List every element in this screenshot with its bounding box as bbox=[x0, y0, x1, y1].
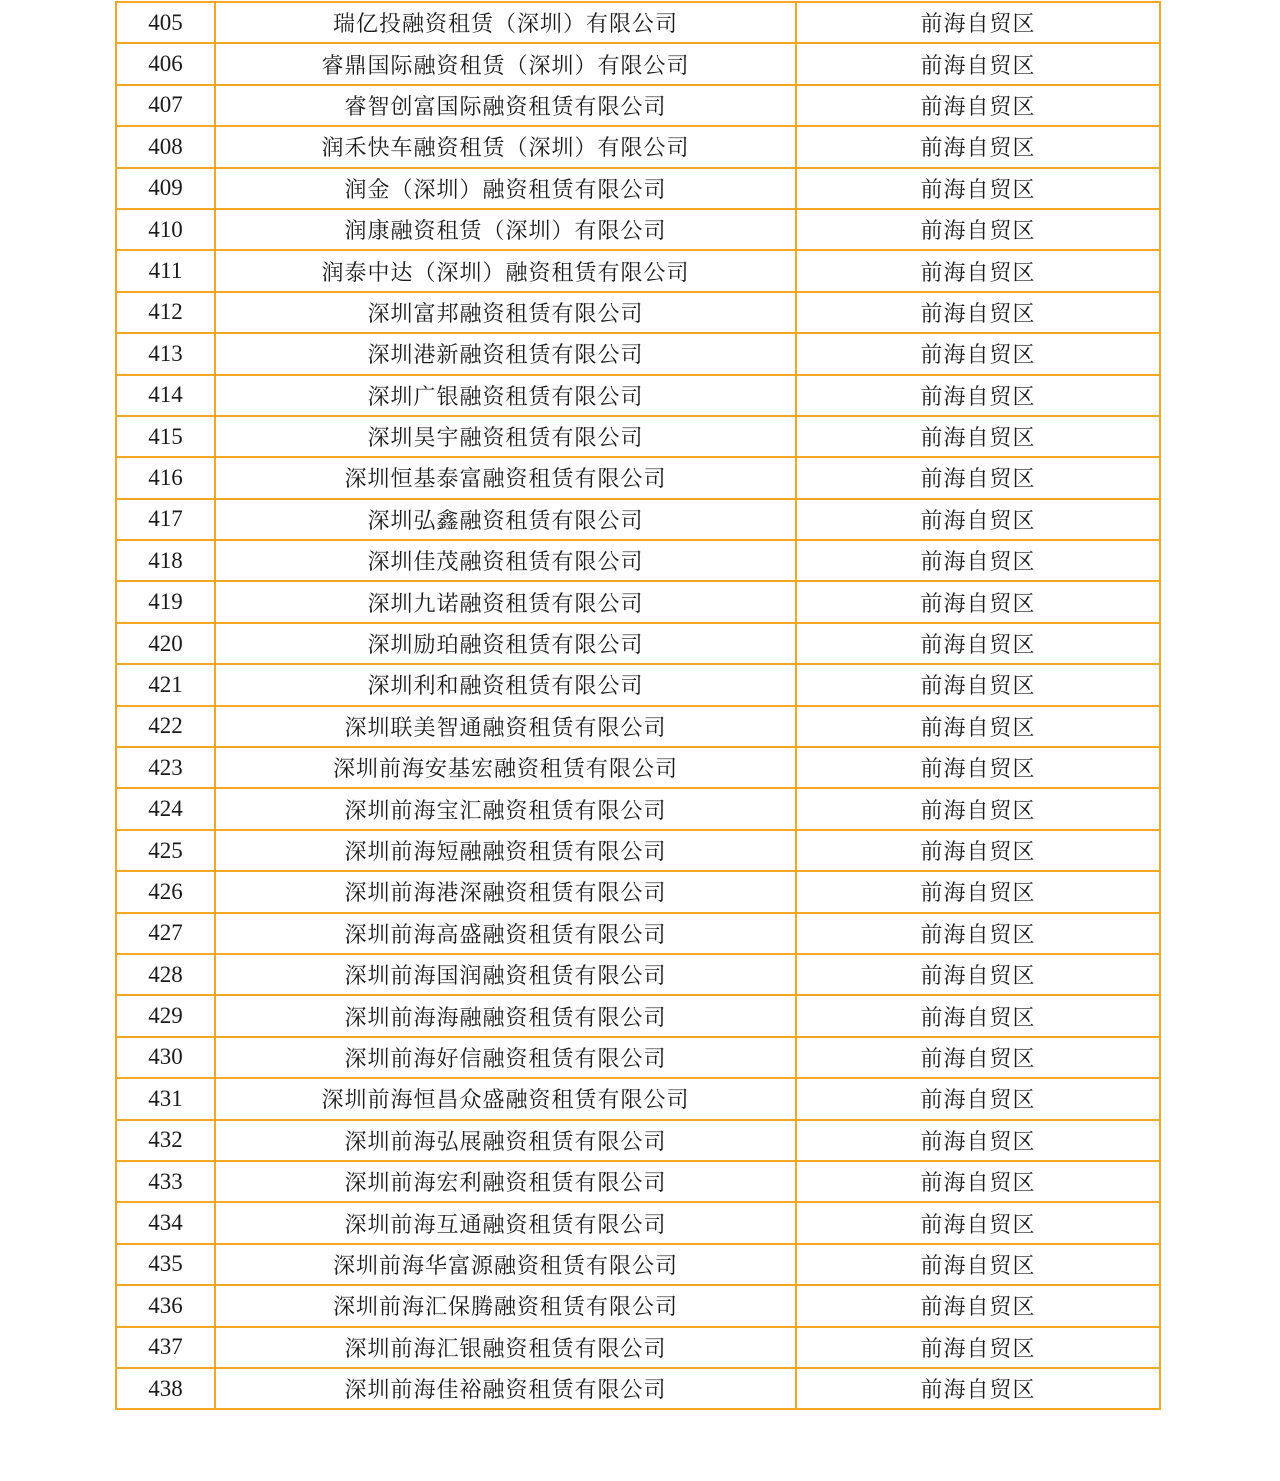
zone-cell: 前海自贸区 bbox=[796, 540, 1160, 581]
company-name-cell: 瑞亿投融资租赁（深圳）有限公司 bbox=[215, 2, 796, 43]
row-number-cell: 437 bbox=[116, 1327, 215, 1368]
row-number-cell: 412 bbox=[116, 292, 215, 333]
zone-cell: 前海自贸区 bbox=[796, 126, 1160, 167]
zone-cell: 前海自贸区 bbox=[796, 871, 1160, 912]
zone-cell: 前海自贸区 bbox=[796, 664, 1160, 705]
table-row bbox=[116, 664, 1160, 705]
table-row bbox=[116, 1285, 1160, 1326]
row-number-cell: 431 bbox=[116, 1078, 215, 1119]
row-number-cell: 419 bbox=[116, 581, 215, 622]
row-number-cell: 414 bbox=[116, 375, 215, 416]
table-row bbox=[116, 250, 1160, 291]
zone-cell: 前海自贸区 bbox=[796, 788, 1160, 829]
company-name-cell: 深圳佳茂融资租赁有限公司 bbox=[215, 540, 796, 581]
table-row bbox=[116, 581, 1160, 622]
row-number-cell: 411 bbox=[116, 250, 215, 291]
table-row bbox=[116, 209, 1160, 250]
row-number-cell: 418 bbox=[116, 540, 215, 581]
zone-cell: 前海自贸区 bbox=[796, 1244, 1160, 1285]
row-number-cell: 426 bbox=[116, 871, 215, 912]
row-number-cell: 410 bbox=[116, 209, 215, 250]
row-number-cell: 423 bbox=[116, 747, 215, 788]
company-name-cell: 深圳前海互通融资租赁有限公司 bbox=[215, 1202, 796, 1243]
row-number-cell: 425 bbox=[116, 830, 215, 871]
table-row bbox=[116, 540, 1160, 581]
row-number-cell: 407 bbox=[116, 85, 215, 126]
company-name-cell: 深圳港新融资租赁有限公司 bbox=[215, 333, 796, 374]
table-row bbox=[116, 1202, 1160, 1243]
zone-cell: 前海自贸区 bbox=[796, 375, 1160, 416]
company-name-cell: 深圳恒基泰富融资租赁有限公司 bbox=[215, 457, 796, 498]
company-name-cell: 深圳联美智通融资租赁有限公司 bbox=[215, 706, 796, 747]
table-row bbox=[116, 292, 1160, 333]
company-name-cell: 深圳励珀融资租赁有限公司 bbox=[215, 623, 796, 664]
table-row bbox=[116, 1037, 1160, 1078]
row-number-cell: 438 bbox=[116, 1368, 215, 1409]
company-name-cell: 睿智创富国际融资租赁有限公司 bbox=[215, 85, 796, 126]
table-row bbox=[116, 913, 1160, 954]
company-name-cell: 深圳前海高盛融资租赁有限公司 bbox=[215, 913, 796, 954]
zone-cell: 前海自贸区 bbox=[796, 333, 1160, 374]
table-row bbox=[116, 706, 1160, 747]
table-row bbox=[116, 830, 1160, 871]
company-name-cell: 睿鼎国际融资租赁（深圳）有限公司 bbox=[215, 43, 796, 84]
zone-cell: 前海自贸区 bbox=[796, 209, 1160, 250]
company-name-cell: 深圳前海港深融资租赁有限公司 bbox=[215, 871, 796, 912]
company-name-cell: 润泰中达（深圳）融资租赁有限公司 bbox=[215, 250, 796, 291]
zone-cell: 前海自贸区 bbox=[796, 1327, 1160, 1368]
table-row bbox=[116, 1120, 1160, 1161]
table-row bbox=[116, 457, 1160, 498]
company-name-cell: 深圳前海好信融资租赁有限公司 bbox=[215, 1037, 796, 1078]
table-row bbox=[116, 499, 1160, 540]
row-number-cell: 433 bbox=[116, 1161, 215, 1202]
zone-cell: 前海自贸区 bbox=[796, 499, 1160, 540]
table-row bbox=[116, 995, 1160, 1036]
row-number-cell: 428 bbox=[116, 954, 215, 995]
row-number-cell: 429 bbox=[116, 995, 215, 1036]
company-name-cell: 深圳前海海融融资租赁有限公司 bbox=[215, 995, 796, 1036]
table-row bbox=[116, 871, 1160, 912]
zone-cell: 前海自贸区 bbox=[796, 457, 1160, 498]
zone-cell: 前海自贸区 bbox=[796, 706, 1160, 747]
row-number-cell: 408 bbox=[116, 126, 215, 167]
zone-cell: 前海自贸区 bbox=[796, 830, 1160, 871]
table-row bbox=[116, 1368, 1160, 1409]
table-row bbox=[116, 1244, 1160, 1285]
table-row bbox=[116, 1161, 1160, 1202]
company-name-cell: 深圳前海宝汇融资租赁有限公司 bbox=[215, 788, 796, 829]
zone-cell: 前海自贸区 bbox=[796, 954, 1160, 995]
company-name-cell: 深圳广银融资租赁有限公司 bbox=[215, 375, 796, 416]
company-name-cell: 深圳利和融资租赁有限公司 bbox=[215, 664, 796, 705]
zone-cell: 前海自贸区 bbox=[796, 416, 1160, 457]
zone-cell: 前海自贸区 bbox=[796, 292, 1160, 333]
row-number-cell: 405 bbox=[116, 2, 215, 43]
company-name-cell: 深圳前海安基宏融资租赁有限公司 bbox=[215, 747, 796, 788]
row-number-cell: 415 bbox=[116, 416, 215, 457]
row-number-cell: 420 bbox=[116, 623, 215, 664]
company-table-body bbox=[116, 2, 1160, 1409]
company-name-cell: 润禾快车融资租赁（深圳）有限公司 bbox=[215, 126, 796, 167]
zone-cell: 前海自贸区 bbox=[796, 43, 1160, 84]
company-name-cell: 润金（深圳）融资租赁有限公司 bbox=[215, 168, 796, 209]
row-number-cell: 416 bbox=[116, 457, 215, 498]
table-row bbox=[116, 1078, 1160, 1119]
table-row bbox=[116, 375, 1160, 416]
row-number-cell: 406 bbox=[116, 43, 215, 84]
row-number-cell: 434 bbox=[116, 1202, 215, 1243]
company-name-cell: 深圳弘鑫融资租赁有限公司 bbox=[215, 499, 796, 540]
zone-cell: 前海自贸区 bbox=[796, 581, 1160, 622]
table-row bbox=[116, 168, 1160, 209]
table-row bbox=[116, 788, 1160, 829]
zone-cell: 前海自贸区 bbox=[796, 747, 1160, 788]
zone-cell: 前海自贸区 bbox=[796, 1368, 1160, 1409]
zone-cell: 前海自贸区 bbox=[796, 168, 1160, 209]
company-name-cell: 润康融资租赁（深圳）有限公司 bbox=[215, 209, 796, 250]
zone-cell: 前海自贸区 bbox=[796, 250, 1160, 291]
table-row bbox=[116, 954, 1160, 995]
table-row bbox=[116, 126, 1160, 167]
table-row bbox=[116, 85, 1160, 126]
row-number-cell: 427 bbox=[116, 913, 215, 954]
company-name-cell: 深圳前海国润融资租赁有限公司 bbox=[215, 954, 796, 995]
zone-cell: 前海自贸区 bbox=[796, 623, 1160, 664]
company-name-cell: 深圳前海汇保腾融资租赁有限公司 bbox=[215, 1285, 796, 1326]
row-number-cell: 435 bbox=[116, 1244, 215, 1285]
company-name-cell: 深圳前海恒昌众盛融资租赁有限公司 bbox=[215, 1078, 796, 1119]
company-name-cell: 深圳前海短融融资租赁有限公司 bbox=[215, 830, 796, 871]
zone-cell: 前海自贸区 bbox=[796, 85, 1160, 126]
zone-cell: 前海自贸区 bbox=[796, 913, 1160, 954]
zone-cell: 前海自贸区 bbox=[796, 1037, 1160, 1078]
row-number-cell: 436 bbox=[116, 1285, 215, 1326]
table-row bbox=[116, 416, 1160, 457]
zone-cell: 前海自贸区 bbox=[796, 1120, 1160, 1161]
company-name-cell: 深圳前海佳裕融资租赁有限公司 bbox=[215, 1368, 796, 1409]
zone-cell: 前海自贸区 bbox=[796, 1202, 1160, 1243]
company-name-cell: 深圳富邦融资租赁有限公司 bbox=[215, 292, 796, 333]
row-number-cell: 417 bbox=[116, 499, 215, 540]
row-number-cell: 432 bbox=[116, 1120, 215, 1161]
row-number-cell: 421 bbox=[116, 664, 215, 705]
table-row bbox=[116, 2, 1160, 43]
table-row bbox=[116, 333, 1160, 374]
zone-cell: 前海自贸区 bbox=[796, 1285, 1160, 1326]
company-name-cell: 深圳前海弘展融资租赁有限公司 bbox=[215, 1120, 796, 1161]
company-name-cell: 深圳前海华富源融资租赁有限公司 bbox=[215, 1244, 796, 1285]
company-name-cell: 深圳前海汇银融资租赁有限公司 bbox=[215, 1327, 796, 1368]
company-name-cell: 深圳九诺融资租赁有限公司 bbox=[215, 581, 796, 622]
table-row bbox=[116, 747, 1160, 788]
row-number-cell: 430 bbox=[116, 1037, 215, 1078]
table-row bbox=[116, 623, 1160, 664]
row-number-cell: 413 bbox=[116, 333, 215, 374]
row-number-cell: 422 bbox=[116, 706, 215, 747]
zone-cell: 前海自贸区 bbox=[796, 1078, 1160, 1119]
row-number-cell: 409 bbox=[116, 168, 215, 209]
company-name-cell: 深圳前海宏利融资租赁有限公司 bbox=[215, 1161, 796, 1202]
company-name-cell: 深圳昊宇融资租赁有限公司 bbox=[215, 416, 796, 457]
zone-cell: 前海自贸区 bbox=[796, 995, 1160, 1036]
table-row bbox=[116, 43, 1160, 84]
zone-cell: 前海自贸区 bbox=[796, 2, 1160, 43]
row-number-cell: 424 bbox=[116, 788, 215, 829]
zone-cell: 前海自贸区 bbox=[796, 1161, 1160, 1202]
company-table bbox=[115, 1, 1161, 1410]
table-row bbox=[116, 1327, 1160, 1368]
